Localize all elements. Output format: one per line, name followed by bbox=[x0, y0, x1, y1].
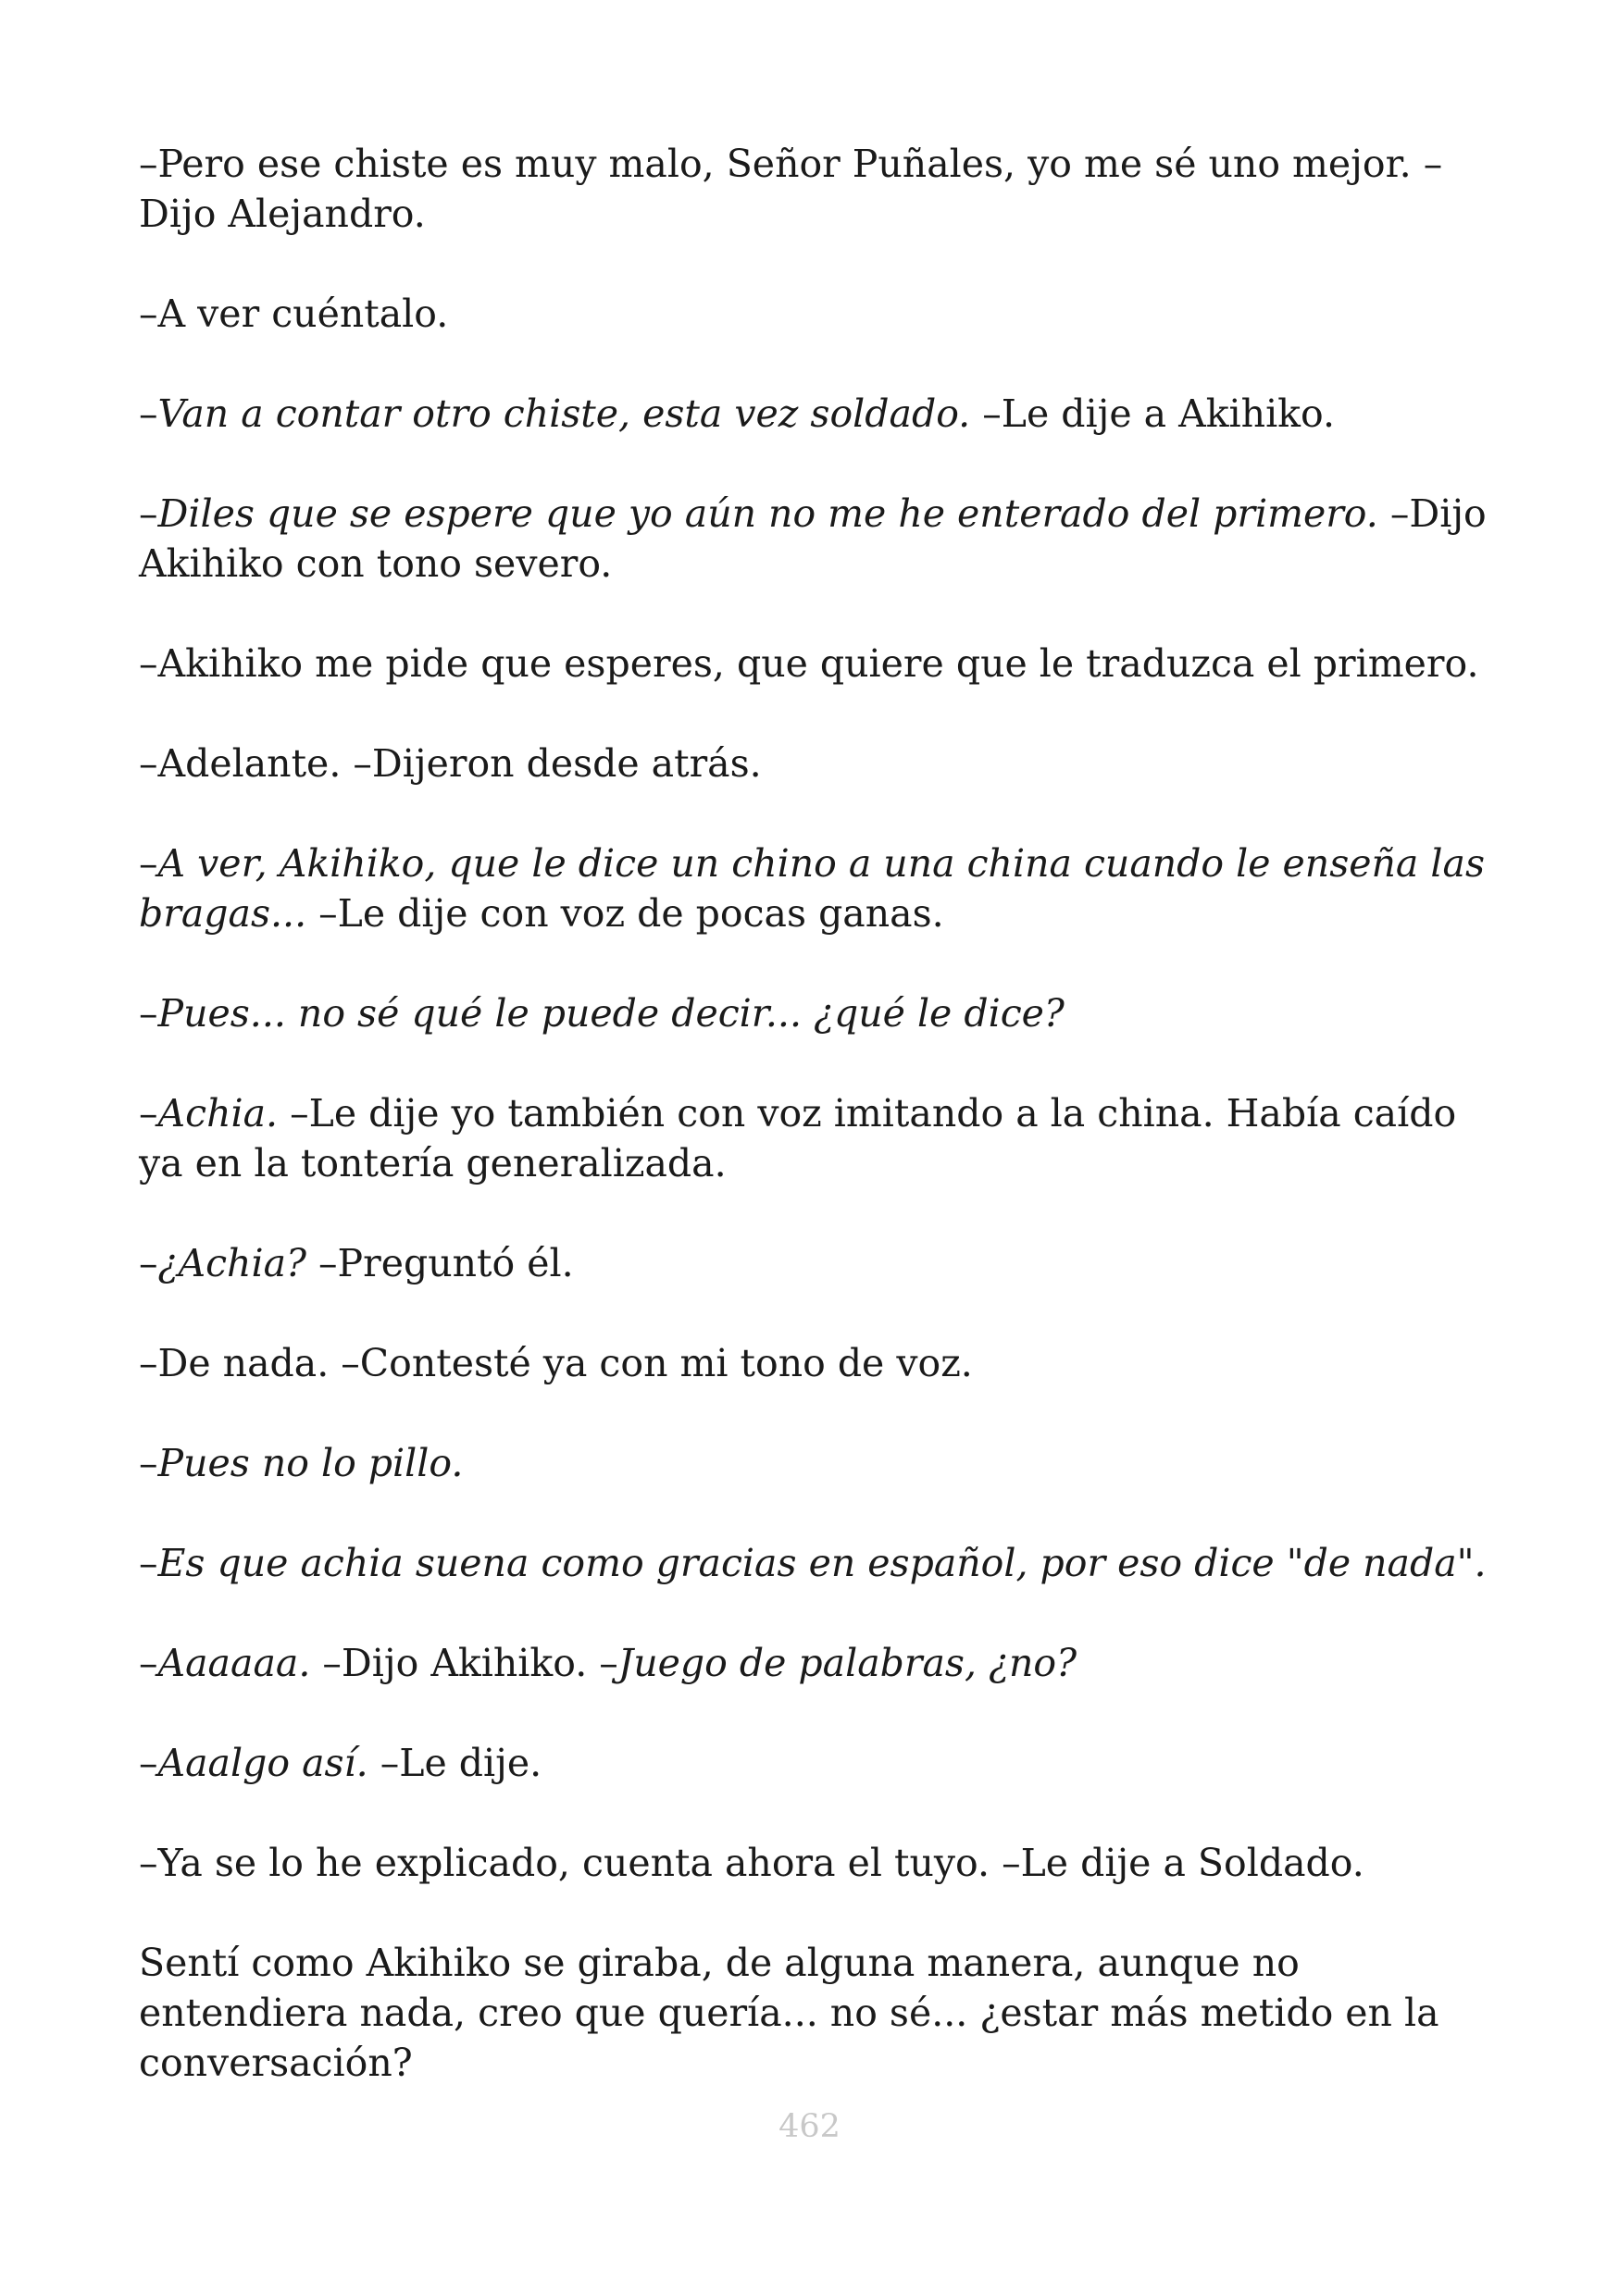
text-segment: – bbox=[139, 841, 158, 886]
text-segment: – bbox=[139, 1541, 158, 1585]
italic-text-segment: Juego de palabras, ¿no? bbox=[617, 1641, 1077, 1685]
paragraph bbox=[139, 639, 1490, 689]
italic-text-segment: Pues... no sé qué le puede decir... ¿qué le dice? bbox=[157, 991, 1065, 1036]
paragraph bbox=[139, 1538, 1490, 1588]
text-segment: –Akihiko me pide que esperes, que quiere que le traduzca el primero. bbox=[139, 641, 1479, 686]
page-body bbox=[139, 139, 1490, 2138]
text-segment: – bbox=[139, 991, 158, 1036]
paragraph bbox=[139, 1238, 1490, 1288]
paragraph bbox=[139, 489, 1490, 589]
paragraph bbox=[139, 139, 1490, 239]
paragraph bbox=[139, 1838, 1490, 1888]
text-segment: –Adelante. –Dijeron desde atrás. bbox=[139, 741, 762, 786]
text-segment: –Le dije a Akihiko. bbox=[970, 391, 1336, 436]
paragraph bbox=[139, 1338, 1490, 1388]
paragraph bbox=[139, 389, 1490, 439]
paragraph bbox=[139, 1938, 1490, 2088]
page-number: 462 bbox=[778, 2108, 841, 2145]
text-segment: – bbox=[139, 1241, 158, 1285]
text-segment: –Le dije. bbox=[367, 1741, 542, 1785]
text-segment: – bbox=[139, 1441, 158, 1485]
text-segment: –Pero ese chiste es muy malo, Señor Puñales, yo me sé uno mejor. –Dijo Alejandro. bbox=[139, 142, 1443, 236]
text-segment: Sentí como Akihiko se giraba, de alguna manera, aunque no entendiera nada, creo que quería... no sé... ¿estar más metido en la conversación? bbox=[139, 1941, 1439, 2085]
italic-text-segment: Es que achia suena como gracias en español, por eso dice "de nada". bbox=[157, 1541, 1487, 1585]
paragraph bbox=[139, 1438, 1490, 1488]
text-segment: – bbox=[139, 491, 158, 536]
paragraph bbox=[139, 838, 1490, 938]
text-segment: –Le dije con voz de pocas ganas. bbox=[306, 891, 944, 936]
italic-text-segment: Achia. bbox=[157, 1091, 279, 1136]
paragraph bbox=[139, 988, 1490, 1038]
text-segment: – bbox=[139, 1091, 158, 1136]
italic-text-segment: Diles que se espere que yo aún no me he enterado del primero. bbox=[157, 491, 1378, 536]
italic-text-segment: A ver, Akihiko, que le dice un chino a una china cuando le enseña las bragas... bbox=[139, 841, 1485, 936]
paragraph bbox=[139, 738, 1490, 788]
paragraph bbox=[139, 1088, 1490, 1188]
text-segment: –Dijo Akihiko con tono severo. bbox=[139, 491, 1487, 586]
paragraph bbox=[139, 1738, 1490, 1788]
text-segment: –Dijo Akihiko. – bbox=[310, 1641, 618, 1685]
italic-text-segment: Van a contar otro chiste, esta vez soldado. bbox=[157, 391, 971, 436]
text-segment: –Preguntó él. bbox=[306, 1241, 574, 1285]
paragraph bbox=[139, 1638, 1490, 1688]
italic-text-segment: Aaaaaa. bbox=[157, 1641, 311, 1685]
text-segment: –A ver cuéntalo. bbox=[139, 292, 449, 336]
italic-text-segment: Aaalgo así. bbox=[157, 1741, 368, 1785]
text-segment: –Ya se lo he explicado, cuenta ahora el tuyo. –Le dije a Soldado. bbox=[139, 1841, 1364, 1885]
italic-text-segment: Pues no lo pillo. bbox=[157, 1441, 464, 1485]
text-segment: – bbox=[139, 1641, 158, 1685]
text-segment: – bbox=[139, 391, 158, 436]
text-segment: – bbox=[139, 1741, 158, 1785]
text-segment: –Le dije yo también con voz imitando a la china. Había caído ya en la tontería generalizada. bbox=[139, 1091, 1457, 1185]
text-segment: –De nada. –Contesté ya con mi tono de voz. bbox=[139, 1341, 973, 1385]
italic-text-segment: ¿Achia? bbox=[157, 1241, 306, 1285]
paragraph bbox=[139, 289, 1490, 339]
